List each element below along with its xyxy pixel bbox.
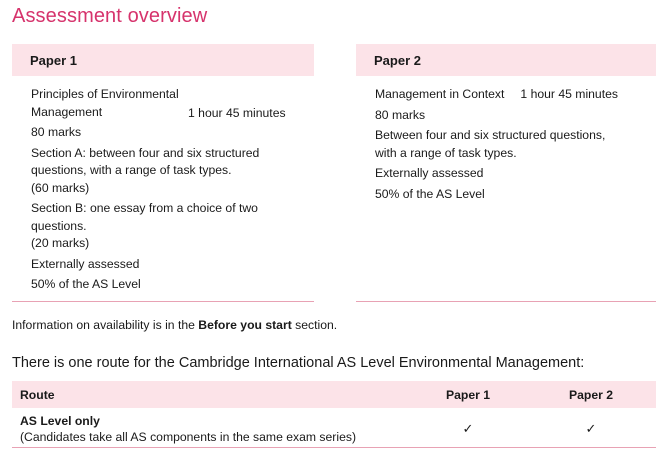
paper-1-section-b-line1: Section B: one essay from a choice of two bbox=[31, 201, 258, 215]
paper-1-name-line1: Principles of Environmental bbox=[31, 87, 179, 101]
route-cell-paper-2 bbox=[526, 408, 656, 448]
page-title: Assessment overview bbox=[12, 5, 208, 27]
route-header-route: Route bbox=[12, 381, 410, 408]
route-note: (Candidates take all AS components in the same exam series) bbox=[20, 430, 357, 444]
paper-1-duration: 1 hour 45 minutes bbox=[188, 105, 286, 120]
paper-1-name-line2: Management bbox=[31, 104, 103, 119]
paper-1-section-a-marks: (60 marks) bbox=[31, 180, 90, 195]
availability-note bbox=[12, 318, 337, 332]
route-cell-paper-1 bbox=[410, 408, 526, 448]
paper-2-name: Management in Context bbox=[375, 87, 505, 101]
paper-1-section-b-line2: questions. bbox=[31, 218, 87, 233]
paper-2-assessed: Externally assessed bbox=[375, 166, 484, 180]
route-name: AS Level only bbox=[20, 414, 100, 428]
paper-1-panel bbox=[12, 44, 314, 302]
before-you-start-ref: Before you start bbox=[198, 318, 292, 332]
paper-1-section-a-line2: questions, with a range of task types. bbox=[31, 163, 232, 177]
paper-2-marks: 80 marks bbox=[375, 107, 426, 122]
paper-1-section-a-line1: Section A: between four and six structured bbox=[31, 145, 260, 160]
paper-1-section-b-marks: (20 marks) bbox=[31, 236, 90, 250]
paper-2-weight: 50% of the AS Level bbox=[375, 186, 485, 201]
table-row bbox=[12, 408, 656, 448]
route-header-paper-2: Paper 2 bbox=[526, 381, 656, 408]
route-heading: There is one route for the Cambridge International AS Level Environmental Management: bbox=[12, 355, 585, 371]
paper-1-body bbox=[12, 76, 314, 294]
availability-suffix: section. bbox=[291, 318, 338, 332]
paper-1-weight: 50% of the AS Level bbox=[31, 277, 141, 291]
paper-2-desc-line1: Between four and six structured questions, bbox=[375, 128, 606, 142]
paper-1-name-row bbox=[31, 104, 286, 120]
route-cell-name bbox=[12, 408, 410, 448]
paper-1-assessed: Externally assessed bbox=[31, 256, 140, 271]
check-icon: ✓ bbox=[585, 421, 597, 436]
route-table-header-row bbox=[12, 381, 656, 408]
paper-2-body bbox=[356, 76, 656, 203]
route-table bbox=[12, 381, 656, 448]
paper-1-marks: 80 marks bbox=[31, 125, 82, 139]
paper-2-desc-line2: with a range of task types. bbox=[375, 145, 517, 160]
availability-prefix: Information on availability is in the bbox=[12, 318, 199, 332]
paper-2-heading: Paper 2 bbox=[356, 44, 656, 76]
paper-1-heading: Paper 1 bbox=[12, 44, 314, 76]
paper-2-name-row bbox=[375, 86, 656, 104]
paper-2-duration: 1 hour 45 minutes bbox=[520, 87, 618, 101]
route-header-paper-1: Paper 1 bbox=[410, 381, 526, 408]
paper-2-panel bbox=[356, 44, 656, 302]
check-icon: ✓ bbox=[462, 421, 474, 436]
